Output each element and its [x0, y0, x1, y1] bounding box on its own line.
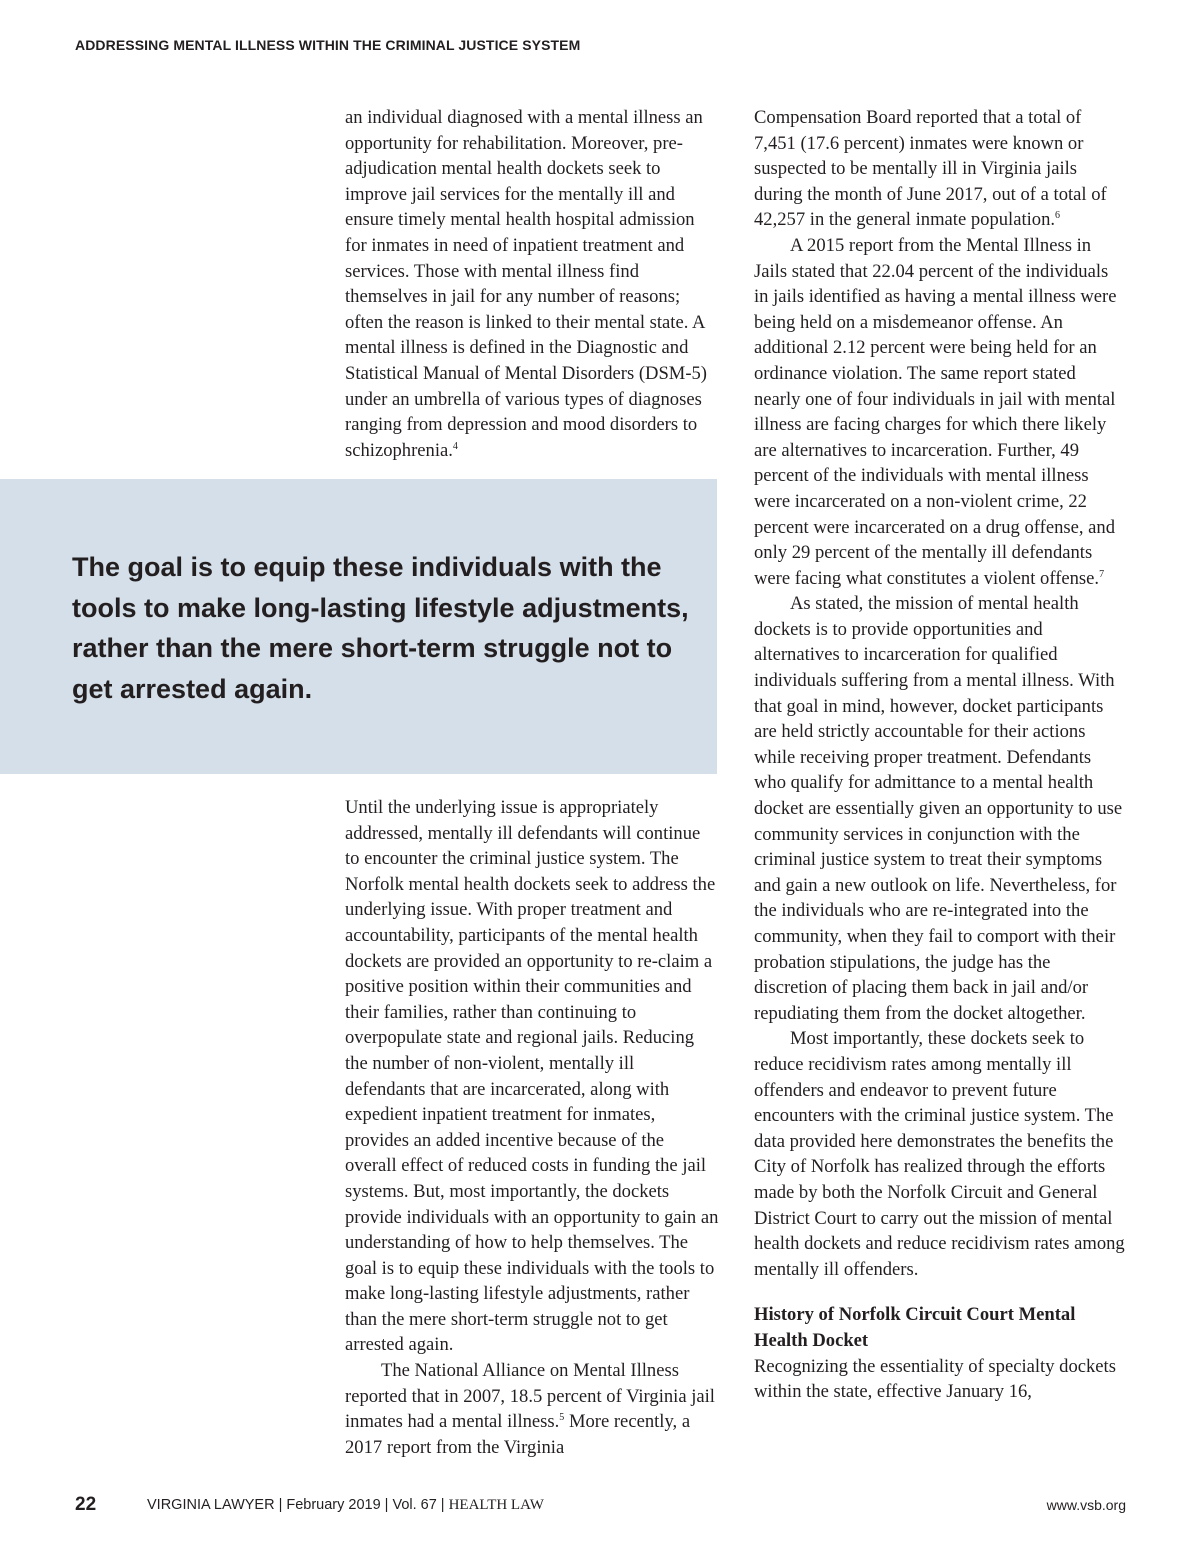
pullquote: The goal is to equip these individuals with the tools to make long-lasting lifestyle adjustments, rather than the mere short-term struggle not to get arrested again. — [72, 552, 689, 704]
publication-name: VIRGINIA LAWYER — [147, 1497, 275, 1513]
page-footer — [0, 1494, 1200, 1518]
website-url: www.vsb.org — [1046, 1497, 1126, 1513]
publication-line — [147, 1497, 544, 1514]
body-paragraph: an individual diagnosed with a mental illness an opportunity for rehabilitation. Moreover, pre-adjudication mental health dockets seek to improve jail services for the mentally ill and ensure timely mental health hospital admission for inmates in need of inpatient treatment and services. Those with mental illness find themselves in jail for any number of reasons; often the reason is linked to their mental state. A mental illness is defined in the Diagnostic and Statistical Manual of Mental Disorders (DSM-5) under an umbrella of various types of diagnoses ranging from depression and mood disorders to schizophrenia.$^4$ — [345, 107, 707, 461]
separator: | — [440, 1497, 445, 1513]
issue-date: February 2019 — [286, 1497, 381, 1513]
running-head: ADDRESSING MENTAL ILLNESS WITHIN THE CRIMINAL JUSTICE SYSTEM — [75, 37, 581, 53]
body-paragraph: The National Alliance on Mental Illness reported that in 2007, 18.5 percent of Virginia jail inmates had a mental illness.$^5$ More recently, a 2017 report from the Virginia — [345, 1360, 715, 1458]
footnote-ref: 7 — [1099, 568, 1105, 580]
body-paragraph: Until the underlying issue is appropriately addressed, mentally ill defendants will continue to encounter the criminal justice system. The Norfolk mental health dockets seek to address the underlying issue. With proper treatment and accountability, participants of the mental health dockets are provided an opportunity to re-claim a positive position within their communities and their families, rather than continuing to overpopulate state and regional jails. Reducing the number of non-violent, mentally ill defendants that are incarcerated, along with expedient inpatient treatment for inmates, provides an added incentive because of the overall effect of reduced costs in funding the jail systems. But, most importantly, the dockets provide individuals with an opportunity to gain an understanding of how to help themselves. The goal is to equip these individuals with the tools to make long-lasting lifestyle adjustments, rather than the mere short-term struggle not to get arrested again. — [345, 797, 719, 1356]
separator: | — [278, 1497, 283, 1513]
right-column — [754, 105, 1126, 1405]
left-column-bottom — [345, 795, 719, 1460]
separator: | — [384, 1497, 389, 1513]
body-paragraph: A 2015 report from the Mental Illness in Jails stated that 22.04 percent of the individuals in jails identified as having a mental illness were being held on a misdemeanor offense. An additional 2.12 percent were being held for an ordinance violation. The same report stated nearly one of four individuals in jail with mental illness are facing charges for which there likely are alternatives to incarceration. Further, 49 percent of the individuals with mental illness were incarcerated on a non-violent crime, 22 percent were incarcerated on a drug offense, and only 29 percent of the mentally ill defendants were facing what constitutes a violent offense.$^7$ — [754, 234, 1117, 589]
page-number: 22 — [75, 1494, 97, 1515]
footnote-ref: 4 — [452, 440, 458, 452]
body-paragraph: Most importantly, these dockets seek to reduce recidivism rates among mentally ill offenders and endeavor to prevent future encounters with the criminal justice system. The data provided here demonstrates the benefits the City of Norfolk has realized through the efforts made by both the Norfolk Circuit and General District Court to carry out the mission of mental health dockets and reduce recidivism rates among mentally ill offenders. — [754, 1028, 1125, 1280]
section-name: HEALTH LAW — [448, 1497, 544, 1513]
section-heading: History of Norfolk Circuit Court Mental Health Docket — [754, 1304, 1076, 1351]
footnote-ref: 5 — [559, 1412, 565, 1424]
volume: Vol. 67 — [392, 1497, 437, 1513]
body-paragraph: Compensation Board reported that a total of 7,451 (17.6 percent) inmates were known or suspected to be mentally ill in Virginia jails during the month of June 2017, out of a total of 42,257 in the general inmate population.$^6$ — [754, 107, 1107, 231]
body-paragraph: Recognizing the essentiality of specialty dockets within the state, effective January 16, — [754, 1355, 1116, 1403]
left-column-top — [345, 105, 719, 463]
body-paragraph: As stated, the mission of mental health dockets is to provide opportunities and alternatives to incarceration for qualified individuals suffering from a mental illness. With that goal in mind, however, docket participants are held strictly accountable for their actions while receiving proper treatment. Defendants who qualify for admittance to a mental health docket are essentially given an opportunity to use community services in conjunction with the criminal justice system to treat their symptoms and gain a new outlook on life. Nevertheless, for the individuals who are re-integrated into the community, when they fail to comport with their probation stipulations, the judge has the discretion of placing them back in jail and/or repudiating them from the docket altogether. — [754, 593, 1123, 1024]
footnote-ref: 6 — [1055, 210, 1061, 222]
